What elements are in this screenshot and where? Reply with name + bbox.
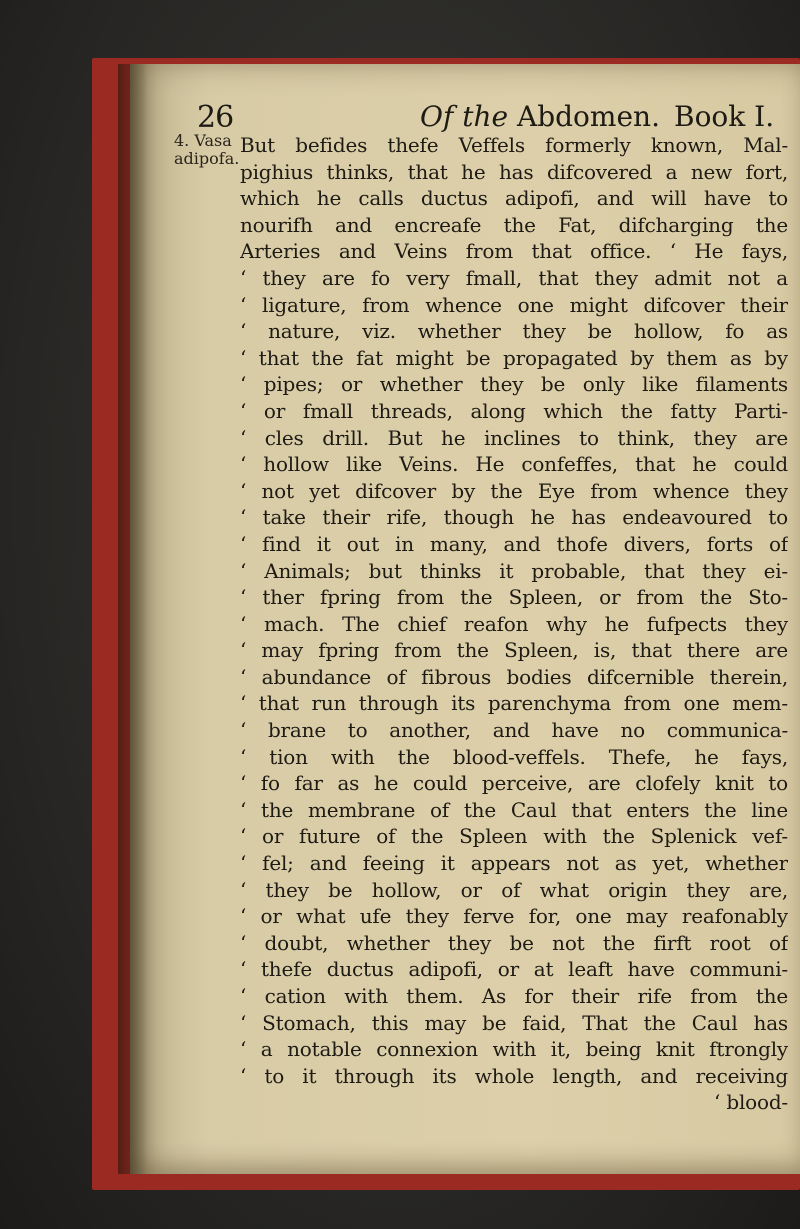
text-line: ‘ the membrane of the Caul that enters the line bbox=[240, 797, 788, 822]
text-line: ‘ that the fat might be propagated by them as by bbox=[240, 345, 788, 370]
text-line: But befides thefe Veffels formerly known, Mal- bbox=[240, 133, 788, 157]
marginal-note-line-1: 4. Vasa bbox=[174, 131, 232, 150]
text-line: ‘ fel; and feeing it appears not as yet, whether bbox=[240, 851, 788, 876]
text-line: ‘ find it out in many, and thofe divers, forts of bbox=[240, 531, 788, 556]
text-line: ‘ hollow like Veins. He confeffes, that he could bbox=[240, 452, 788, 477]
text-line: ‘ or fmall threads, along which the fatty Parti- bbox=[240, 398, 788, 423]
text-line: ‘ a notable connexion with it, being knit ftrongly bbox=[240, 1037, 788, 1062]
running-head bbox=[420, 100, 660, 133]
text-line: which he calls ductus adipofi, and will have to bbox=[240, 186, 788, 211]
text-line: pighius thinks, that he has difcovered a new fort, bbox=[240, 159, 788, 184]
text-line: ‘ they be hollow, or of what origin they are, bbox=[240, 877, 788, 902]
text-line: ‘ tion with the blood-veffels. Thefe, he fays, bbox=[240, 744, 788, 769]
text-line: ‘ or future of the Spleen with the Splenick vef- bbox=[240, 824, 788, 849]
text-line: Arteries and Veins from that office. ‘ He fays, bbox=[240, 239, 788, 264]
text-line: ‘ may fpring from the Spleen, is, that there are bbox=[240, 638, 788, 663]
text-line: ‘ ther fpring from the Spleen, or from the Sto- bbox=[240, 585, 788, 610]
text-line: ‘ nature, viz. whether they be hollow, fo as bbox=[240, 319, 788, 344]
text-line: ‘ fo far as he could perceive, are clofely knit to bbox=[240, 771, 788, 796]
body-text bbox=[240, 132, 788, 1116]
marginal-note bbox=[174, 132, 239, 168]
text-line: ‘ doubt, whether they be not the firft root of bbox=[240, 930, 788, 955]
running-head-title: Abdomen. bbox=[516, 100, 660, 133]
text-line: ‘ or what ufe they ferve for, one may reafonably bbox=[240, 904, 788, 929]
running-head-prefix: Of the bbox=[420, 100, 509, 133]
text-line: ‘ thefe ductus adipofi, or at leaft have communi- bbox=[240, 957, 788, 982]
book-label: Book I. bbox=[674, 100, 775, 133]
text-line: ‘ brane to another, and have no communica- bbox=[240, 718, 788, 743]
text-line: ‘ cation with them. As for their rife from the bbox=[240, 984, 788, 1008]
text-line: ‘ that run through its parenchyma from one mem- bbox=[240, 691, 788, 716]
text-line: ‘ not yet difcover by the Eye from whence they bbox=[240, 478, 788, 503]
text-line: ‘ cles drill. But he inclines to think, they are bbox=[240, 425, 788, 450]
text-line: ‘ Animals; but thinks it probable, that they ei- bbox=[240, 558, 788, 583]
text-line: ‘ abundance of fibrous bodies difcernible therein, bbox=[240, 664, 788, 689]
text-line: ‘ to it through its whole length, and receiving bbox=[240, 1063, 788, 1088]
page-number: 26 bbox=[197, 100, 234, 135]
marginal-note-line-2: adipofa. bbox=[174, 149, 240, 168]
text-line: ‘ Stomach, this may be faid, That the Caul has bbox=[240, 1010, 788, 1035]
catchword: ‘ blood- bbox=[714, 1090, 788, 1115]
text-line: ‘ mach. The chief reafon why he fufpects they bbox=[240, 611, 788, 636]
text-line: ‘ pipes; or whether they be only like filaments bbox=[240, 372, 788, 397]
text-line: ‘ they are fo very fmall, that they admit not a bbox=[240, 265, 788, 290]
text-line: ‘ ligature, from whence one might difcover their bbox=[240, 292, 788, 317]
text-line: ‘ take their rife, though he has endeavoured to bbox=[240, 505, 788, 530]
text-line: nourifh and encreafe the Fat, difcharging the bbox=[240, 212, 788, 237]
page-gutter-shadow bbox=[118, 64, 148, 1174]
